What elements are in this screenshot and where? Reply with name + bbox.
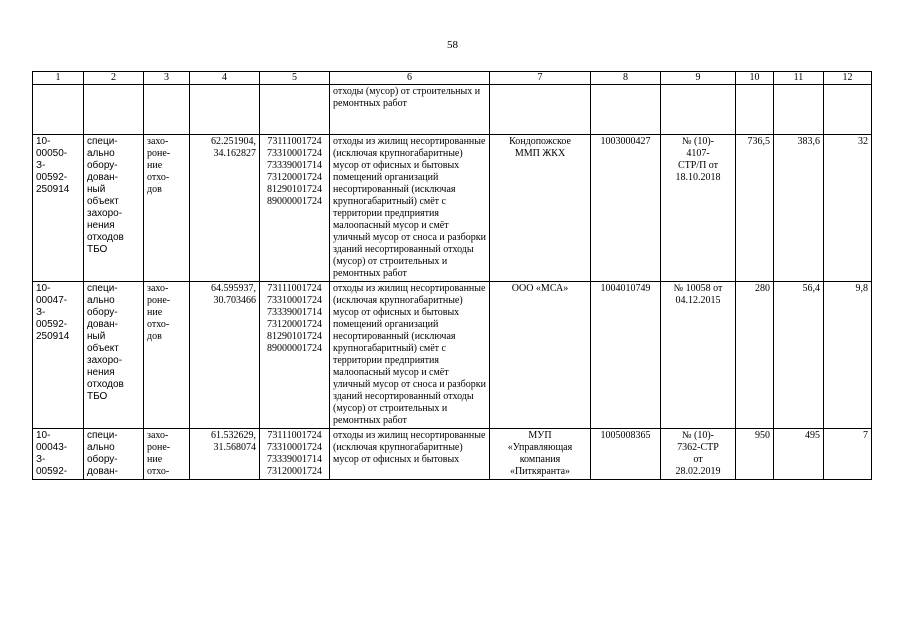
column-header: 2: [84, 72, 144, 85]
value-cell: 7: [824, 429, 872, 480]
license-cell: № (10)- 7362-СТР от 28.02.2019: [661, 429, 736, 480]
inn-cell: [591, 85, 661, 135]
volume-cell: 495: [774, 429, 824, 480]
waste-types-cell: отходы (мусор) от строительных и ремонтных работ: [330, 85, 490, 135]
inn-cell: 1004010749: [591, 282, 661, 429]
capacity-cell: 280: [736, 282, 774, 429]
license-cell: [661, 85, 736, 135]
waste-codes-cell: 73111001724 73310001724 73339001714 73120001724 81290101724 89000001724: [260, 282, 330, 429]
column-header: 6: [330, 72, 490, 85]
object-type-cell: специ- ально обору- дован- ный объект захоро- нения отходов ТБО: [84, 135, 144, 282]
waste-types-cell: отходы из жилищ несортированные (исключая крупногабаритные) мусор от офисных и бытовых: [330, 429, 490, 480]
coordinates-cell: [190, 85, 260, 135]
inn-cell: 1005008365: [591, 429, 661, 480]
registry-number-cell: [33, 85, 84, 135]
volume-cell: 383,6: [774, 135, 824, 282]
value-cell: 32: [824, 135, 872, 282]
column-header: 9: [661, 72, 736, 85]
column-header: 12: [824, 72, 872, 85]
capacity-cell: [736, 85, 774, 135]
page-number: 58: [447, 39, 458, 51]
purpose-cell: [144, 85, 190, 135]
volume-cell: [774, 85, 824, 135]
column-header: 4: [190, 72, 260, 85]
registry-number-cell: 10- 00050- З- 00592- 250914: [33, 135, 84, 282]
column-header: 3: [144, 72, 190, 85]
column-header: 1: [33, 72, 84, 85]
column-header: 11: [774, 72, 824, 85]
operator-cell: Кондопожское ММП ЖКХ: [490, 135, 591, 282]
operator-cell: МУП «Управляющая компания «Питкяранта»: [490, 429, 591, 480]
column-number-row: [33, 72, 872, 85]
capacity-cell: 950: [736, 429, 774, 480]
object-type-cell: специ- ально обору- дован- ный объект захоро- нения отходов ТБО: [84, 282, 144, 429]
operator-cell: [490, 85, 591, 135]
object-type-cell: специ- ально обору- дован-: [84, 429, 144, 480]
waste-types-cell: отходы из жилищ несортированные (исключая крупногабаритные) мусор от офисных и бытовых помещений организаций несортированный (исключая крупногабаритный) смёт с территории предприятия малоопасный мусор и смёт уличный мусор от сноса и разборки зданий несортированный отходы (мусор) от строительных и ремонтных работ: [330, 282, 490, 429]
table-row: [33, 135, 872, 282]
waste-codes-cell: [260, 85, 330, 135]
registry-number-cell: 10- 00043- З- 00592-: [33, 429, 84, 480]
operator-cell: ООО «МСА»: [490, 282, 591, 429]
column-header: 7: [490, 72, 591, 85]
column-header: 5: [260, 72, 330, 85]
value-cell: [824, 85, 872, 135]
coordinates-cell: 64.595937, 30.703466: [190, 282, 260, 429]
volume-cell: 56,4: [774, 282, 824, 429]
license-cell: № 10058 от 04.12.2015: [661, 282, 736, 429]
inn-cell: 1003000427: [591, 135, 661, 282]
table-row: [33, 85, 872, 135]
value-cell: 9,8: [824, 282, 872, 429]
table-row: [33, 282, 872, 429]
column-header: 8: [591, 72, 661, 85]
purpose-cell: захо- роне- ние отхо- дов: [144, 135, 190, 282]
purpose-cell: захо- роне- ние отхо-: [144, 429, 190, 480]
table-row: [33, 429, 872, 480]
coordinates-cell: 62.251904, 34.162827: [190, 135, 260, 282]
object-type-cell: [84, 85, 144, 135]
capacity-cell: 736,5: [736, 135, 774, 282]
purpose-cell: захо- роне- ние отхо- дов: [144, 282, 190, 429]
waste-types-cell: отходы из жилищ несортированные (исключая крупногабаритные) мусор от офисных и бытовых помещений организаций несортированный (исключая крупногабаритный) смёт с территории предприятия малоопасный мусор и смёт уличный мусор от сноса и разборки зданий несортированный отходы (мусор) от строительных и ремонтных работ: [330, 135, 490, 282]
registry-number-cell: 10- 00047- З- 00592- 250914: [33, 282, 84, 429]
column-header: 10: [736, 72, 774, 85]
license-cell: № (10)- 4107- СТР/П от 18.10.2018: [661, 135, 736, 282]
waste-facilities-table: [32, 71, 872, 480]
waste-codes-cell: 73111001724 73310001724 73339001714 73120001724: [260, 429, 330, 480]
coordinates-cell: 61.532629, 31.568074: [190, 429, 260, 480]
waste-codes-cell: 73111001724 73310001724 73339001714 73120001724 81290101724 89000001724: [260, 135, 330, 282]
